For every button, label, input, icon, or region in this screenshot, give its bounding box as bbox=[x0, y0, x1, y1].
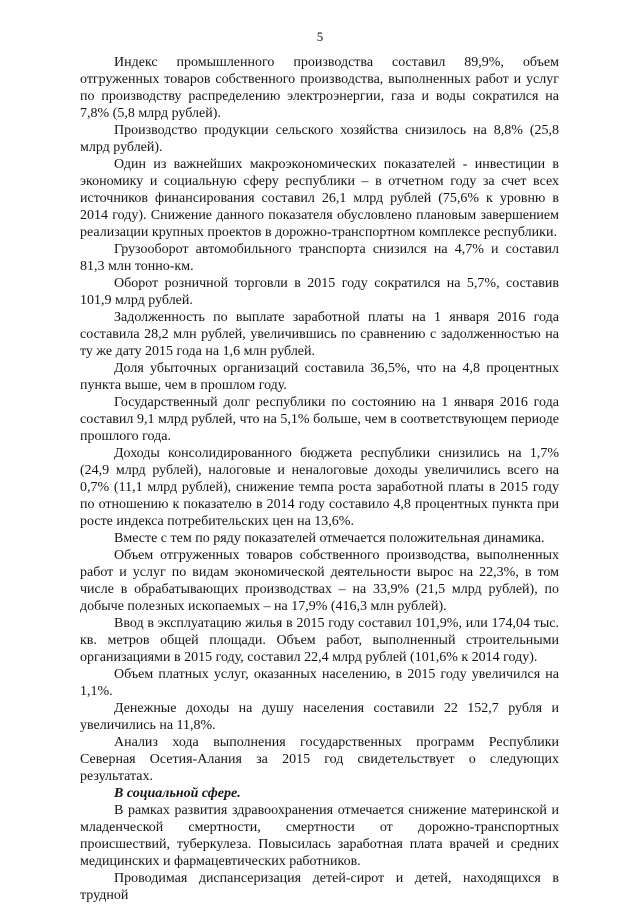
section-heading-social: В социальной сфере. bbox=[114, 786, 241, 801]
paragraph-freight-turnover: Грузооборот автомобильного транспорта снизился на 4,7% и составил 81,3 млн тонно-км. bbox=[80, 242, 559, 274]
document-body bbox=[80, 54, 559, 904]
paragraph-agriculture: Производство продукции сельского хозяйства снизилось на 8,8% (25,8 млрд рублей). bbox=[80, 123, 559, 155]
paragraph-public-debt: Государственный долг республики по состоянию на 1 января 2016 года составил 9,1 млрд рублей, что на 5,1% больше, чем в соответствующем периоде прошлого года. bbox=[80, 395, 559, 444]
paragraph-investment: Один из важнейших макроэкономических показателей - инвестиции в экономику и социальную сферу республики – в отчетном году за счет всех источников финансирования составил 26,1 млрд рублей (75,6% к уровню в 2014 году). Снижение данного показателя обусловлено плановым завершением реализации крупных проектов в дорожно-транспортном комплексе республики. bbox=[80, 157, 559, 240]
paragraph-industrial-production: Индекс промышленного производства составил 89,9%, объем отгруженных товаров собственного производства, выполненных работ и услуг по производству распределению электроэнергии, газа и воды сократился на 7,8% (5,8 млрд рублей). bbox=[80, 55, 559, 121]
paragraph-state-programs: Анализ хода выполнения государственных программ Республики Северная Осетия-Алания за 2015 год свидетельствует о следующих результатах. bbox=[80, 735, 559, 784]
paragraph-shipped-goods: Объем отгруженных товаров собственного производства, выполненных работ и услуг по видам экономической деятельности вырос на 22,3%, в том числе в обрабатывающих производствах – на 33,9% (21,5 млрд рублей), по добыче полезных ископаемых – на 17,9% (416,3 млн рублей). bbox=[80, 548, 559, 614]
paragraph-medical-examination: Проводимая диспансеризация детей-сирот и детей, находящихся в трудной bbox=[80, 871, 559, 903]
page-number: 5 bbox=[316, 29, 324, 44]
paragraph-budget-revenue: Доходы консолидированного бюджета республики снизились на 1,7% (24,9 млрд рублей), налоговые и неналоговые доходы увеличились всего на 0,7% (11,1 млрд рублей), снижение темпа роста заработной платы в 2015 году по отношению к показателю в 2014 году составило 4,8 процентных пункта при росте индекса потребительских цен на 13,6%. bbox=[80, 446, 559, 529]
paragraph-positive-dynamics: Вместе с тем по ряду показателей отмечается положительная динамика. bbox=[114, 531, 545, 546]
paragraph-wage-arrears: Задолженность по выплате заработной платы на 1 января 2016 года составила 28,2 млн рублей, увеличившись по сравнению с задолженностью на ту же дату 2015 года на 1,6 млн рублей. bbox=[80, 310, 559, 359]
paragraph-cash-income: Денежные доходы на душу населения составили 22 152,7 рубля и увеличились на 11,8%. bbox=[80, 701, 559, 733]
paragraph-paid-services: Объем платных услуг, оказанных населению, в 2015 году увеличился на 1,1%. bbox=[80, 667, 559, 699]
paragraph-housing: Ввод в эксплуатацию жилья в 2015 году составил 101,9%, или 174,04 тыс. кв. метров общей площади. Объем работ, выполненный строительными организациями в 2015 году, составил 22,4 млрд рублей (101,6% к 2014 году). bbox=[80, 616, 559, 665]
paragraph-unprofitable-organizations: Доля убыточных организаций составила 36,5%, что на 4,8 процентных пункта выше, чем в прошлом году. bbox=[80, 361, 559, 393]
paragraph-retail-trade: Оборот розничной торговли в 2015 году сократился на 5,7%, составив 101,9 млрд рублей. bbox=[80, 276, 559, 308]
paragraph-healthcare: В рамках развития здравоохранения отмечается снижение материнской и младенческой смертности, смертности от дорожно-транспортных происшествий, туберкулеза. Повысилась заработная плата врачей и средних медицинских и фармацевтических работников. bbox=[80, 803, 559, 869]
